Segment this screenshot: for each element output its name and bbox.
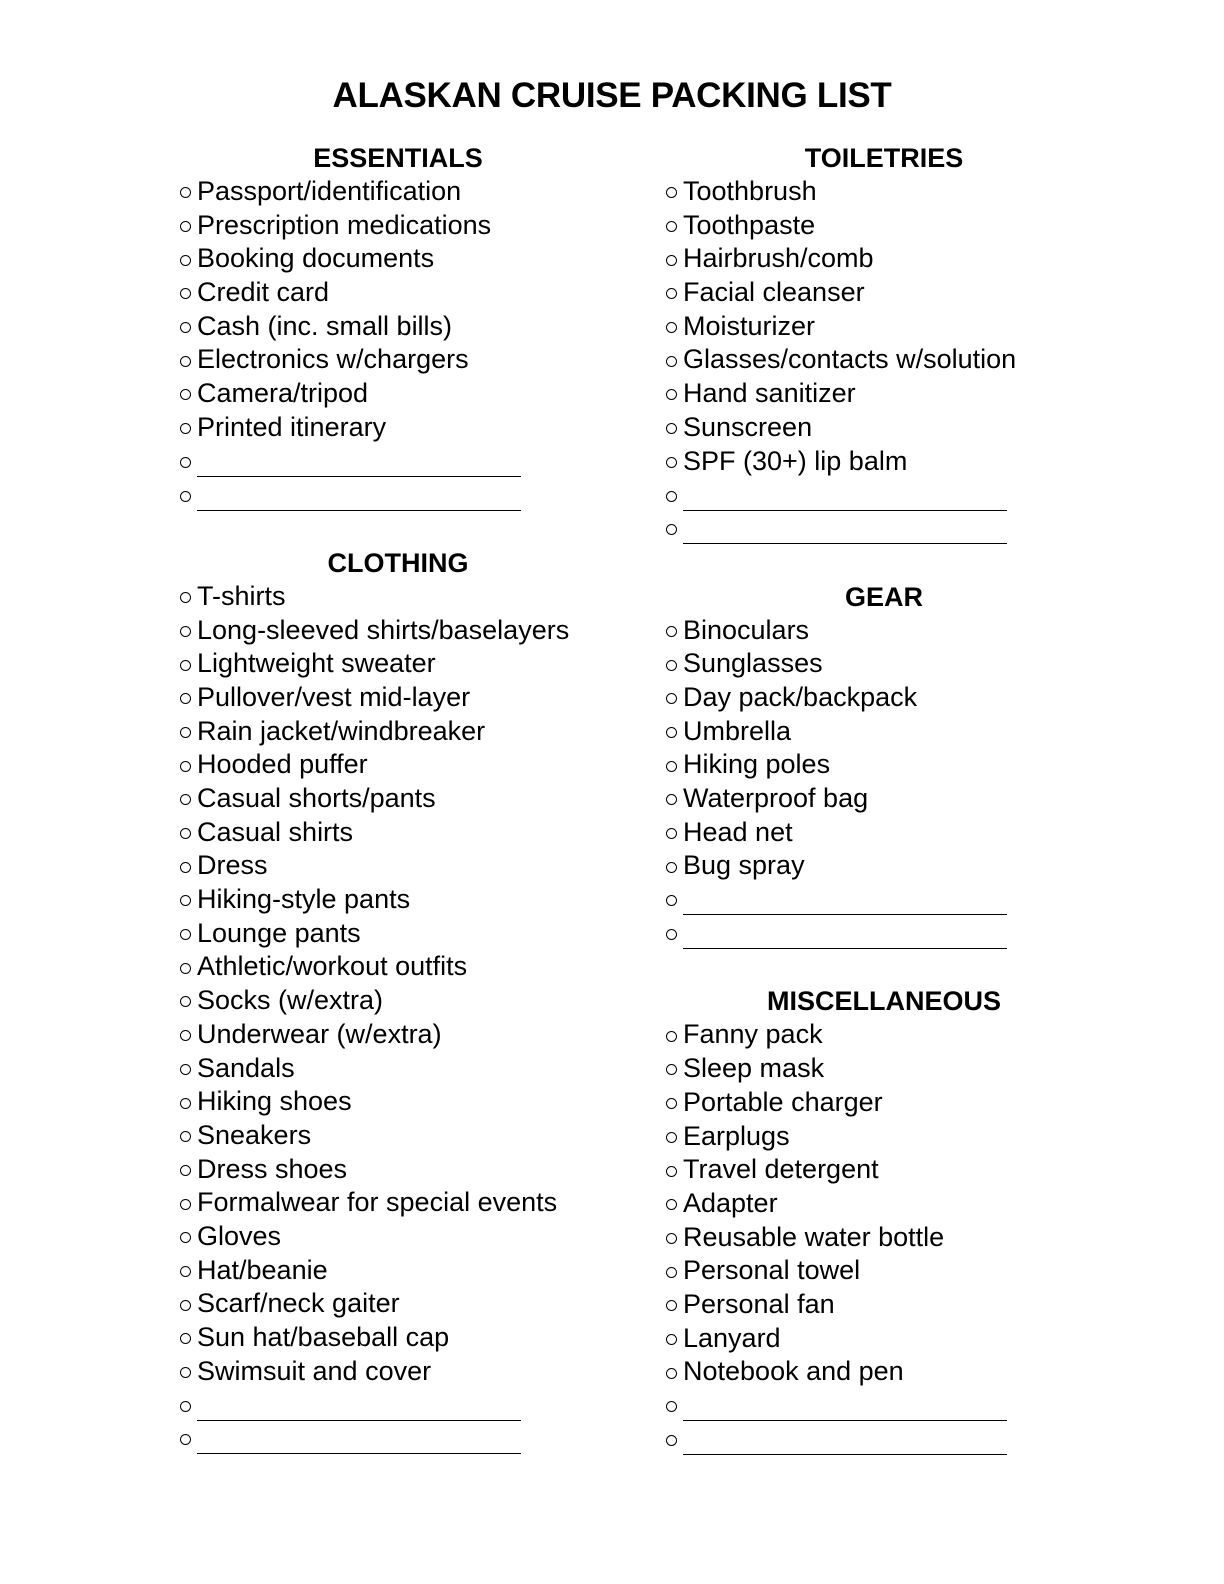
circle-checkbox-icon[interactable]	[666, 626, 677, 637]
checklist-blank-item	[664, 1389, 1104, 1423]
checklist-item	[178, 748, 618, 782]
checklist-item	[178, 782, 618, 816]
circle-checkbox-icon[interactable]	[180, 389, 191, 400]
checklist-item	[178, 950, 618, 984]
checklist-item	[664, 681, 1104, 715]
checklist-item	[178, 242, 618, 276]
checklist-item-label: Hiking-style pants	[197, 884, 411, 915]
checklist-item	[664, 849, 1104, 883]
circle-checkbox-icon[interactable]	[666, 491, 677, 502]
left-column	[178, 141, 618, 1456]
circle-checkbox-icon[interactable]	[180, 255, 191, 266]
checklist-item	[664, 1322, 1104, 1356]
checklist-item-label: Lanyard	[683, 1322, 781, 1353]
checklist-blank-item	[664, 1423, 1104, 1457]
circle-checkbox-icon[interactable]	[666, 1435, 677, 1446]
checklist-item-label: Hairbrush/comb	[683, 243, 874, 274]
checklist-item	[178, 1119, 618, 1153]
circle-checkbox-icon[interactable]	[666, 1064, 677, 1075]
circle-checkbox-icon[interactable]	[180, 1165, 191, 1176]
circle-checkbox-icon[interactable]	[666, 727, 677, 738]
checklist-item-label: Travel detergent	[683, 1154, 879, 1185]
checklist-item	[178, 1018, 618, 1052]
checklist-item-label: Rain jacket/windbreaker	[197, 715, 486, 746]
checklist-item	[664, 377, 1104, 411]
checklist-item	[664, 1153, 1104, 1187]
checklist-item-label: Adapter	[683, 1187, 778, 1218]
checklist-item-label: Socks (w/extra)	[197, 985, 384, 1016]
checklist-item-label: Printed itinerary	[197, 411, 387, 442]
circle-checkbox-icon[interactable]	[666, 457, 677, 468]
checklist-item-label: Formalwear for special events	[197, 1187, 558, 1218]
checklist-blank-item	[178, 478, 618, 512]
section-heading: GEAR	[844, 581, 923, 612]
checklist-item-label: Lounge pants	[197, 917, 361, 948]
circle-checkbox-icon[interactable]	[180, 996, 191, 1007]
checklist-item	[664, 445, 1104, 479]
circle-checkbox-icon[interactable]	[180, 794, 191, 805]
circle-checkbox-icon[interactable]	[180, 1333, 191, 1344]
section-miscellaneous	[664, 984, 1104, 1456]
checklist-item	[664, 1221, 1104, 1255]
circle-checkbox-icon[interactable]	[180, 423, 191, 434]
checklist-item	[178, 411, 618, 445]
section-heading: MISCELLANEOUS	[766, 986, 1001, 1017]
section-essentials	[178, 141, 618, 512]
checklist-item	[178, 1052, 618, 1086]
checklist-blank-item	[664, 512, 1104, 546]
checklist-item-label: Swimsuit and cover	[197, 1355, 432, 1386]
circle-checkbox-icon[interactable]	[666, 187, 677, 198]
circle-checkbox-icon[interactable]	[180, 727, 191, 738]
checklist-item-label: Notebook and pen	[683, 1356, 904, 1387]
circle-checkbox-icon[interactable]	[180, 1199, 191, 1210]
checklist-blank-item	[178, 445, 618, 479]
checklist-item-label: Pullover/vest mid-layer	[197, 681, 471, 712]
checklist-item	[178, 984, 618, 1018]
checklist	[664, 175, 1104, 546]
circle-checkbox-icon[interactable]	[666, 1368, 677, 1379]
circle-checkbox-icon[interactable]	[666, 1401, 677, 1412]
checklist-item-label: T-shirts	[197, 580, 286, 611]
checklist-item	[664, 715, 1104, 749]
checklist-item	[178, 917, 618, 951]
checklist-item	[664, 242, 1104, 276]
checklist-item	[664, 175, 1104, 209]
circle-checkbox-icon[interactable]	[180, 1401, 191, 1412]
checklist-item	[664, 748, 1104, 782]
circle-checkbox-icon[interactable]	[666, 1233, 677, 1244]
right-column	[664, 141, 1104, 1456]
circle-checkbox-icon[interactable]	[180, 457, 191, 468]
circle-checkbox-icon[interactable]	[180, 221, 191, 232]
checklist-item-label: Day pack/backpack	[683, 681, 918, 712]
circle-checkbox-icon[interactable]	[180, 1098, 191, 1109]
section-toiletries	[664, 141, 1104, 546]
circle-checkbox-icon[interactable]	[666, 1300, 677, 1311]
checklist-item	[664, 276, 1104, 310]
checklist-item-label: Hand sanitizer	[683, 378, 856, 409]
section-heading: TOILETRIES	[804, 143, 964, 173]
checklist-item	[664, 1355, 1104, 1389]
section-spacer	[664, 546, 1104, 580]
checklist-item	[178, 647, 618, 681]
checklist-item	[664, 614, 1104, 648]
circle-checkbox-icon[interactable]	[666, 1199, 677, 1210]
circle-checkbox-icon[interactable]	[180, 288, 191, 299]
checklist-item-label: Toothpaste	[683, 209, 816, 240]
circle-checkbox-icon[interactable]	[666, 929, 677, 940]
checklist-item-label: Sneakers	[197, 1119, 312, 1150]
checklist-item	[664, 1120, 1104, 1154]
checklist-item-label: Scarf/neck gaiter	[197, 1288, 400, 1319]
circle-checkbox-icon[interactable]	[180, 660, 191, 671]
circle-checkbox-icon[interactable]	[180, 895, 191, 906]
checklist-item	[178, 343, 618, 377]
circle-checkbox-icon[interactable]	[666, 761, 677, 772]
checklist-item	[178, 1254, 618, 1288]
checklist-item-label: Glasses/contacts w/solution	[683, 344, 1017, 375]
write-in-line[interactable]	[683, 926, 1007, 949]
checklist-item-label: Reusable water bottle	[683, 1221, 945, 1252]
circle-checkbox-icon[interactable]	[666, 1334, 677, 1345]
checklist-item-label: Camera/tripod	[197, 378, 369, 409]
checklist-item-label: Sleep mask	[683, 1053, 825, 1084]
circle-checkbox-icon[interactable]	[180, 1064, 191, 1075]
checklist-item	[664, 1288, 1104, 1322]
checklist-item	[178, 1153, 618, 1187]
section-gear	[664, 580, 1104, 951]
circle-checkbox-icon[interactable]	[180, 592, 191, 603]
section-heading: CLOTHING	[327, 547, 469, 578]
checklist-item	[178, 1355, 618, 1389]
checklist-item	[178, 1321, 618, 1355]
circle-checkbox-icon[interactable]	[180, 1030, 191, 1041]
section-heading: ESSENTIALS	[313, 143, 483, 173]
checklist-item-label: Dress shoes	[197, 1153, 348, 1184]
circle-checkbox-icon[interactable]	[180, 1131, 191, 1142]
checklist-item	[178, 1186, 618, 1220]
checklist-item-label: Hat/beanie	[197, 1254, 328, 1285]
write-in-line[interactable]	[683, 1398, 1007, 1421]
checklist-item-label: Sun hat/baseball cap	[197, 1322, 450, 1352]
checklist-item	[664, 1052, 1104, 1086]
checklist-item-label: Passport/identification	[197, 176, 462, 206]
write-in-line[interactable]	[683, 521, 1007, 544]
write-in-line[interactable]	[683, 892, 1007, 915]
checklist-item	[664, 1254, 1104, 1288]
circle-checkbox-icon[interactable]	[180, 963, 191, 974]
checklist-item	[664, 1187, 1104, 1221]
circle-checkbox-icon[interactable]	[666, 389, 677, 400]
checklist-item	[178, 1220, 618, 1254]
circle-checkbox-icon[interactable]	[666, 322, 677, 333]
section-spacer	[664, 950, 1104, 984]
checklist-item-label: Facial cleanser	[683, 277, 865, 308]
checklist-blank-item	[178, 1388, 618, 1422]
circle-checkbox-icon[interactable]	[180, 1434, 191, 1445]
checklist-item	[178, 681, 618, 715]
circle-checkbox-icon[interactable]	[180, 693, 191, 704]
write-in-line[interactable]	[197, 454, 521, 477]
checklist-item-label: Sunglasses	[683, 648, 823, 679]
circle-checkbox-icon[interactable]	[666, 356, 677, 367]
circle-checkbox-icon[interactable]	[666, 1267, 677, 1278]
checklist	[178, 175, 618, 512]
write-in-line[interactable]	[683, 1432, 1007, 1455]
checklist-item	[178, 1085, 618, 1119]
circle-checkbox-icon[interactable]	[180, 356, 191, 367]
circle-checkbox-icon[interactable]	[180, 862, 191, 873]
circle-checkbox-icon[interactable]	[180, 322, 191, 333]
section-clothing	[178, 546, 618, 1456]
circle-checkbox-icon[interactable]	[666, 1031, 677, 1042]
circle-checkbox-icon[interactable]	[180, 828, 191, 839]
circle-checkbox-icon[interactable]	[666, 255, 677, 266]
checklist-item	[178, 276, 618, 310]
checklist-item	[664, 411, 1104, 445]
circle-checkbox-icon[interactable]	[666, 288, 677, 299]
checklist-item-label: Casual shorts/pants	[197, 783, 436, 813]
circle-checkbox-icon[interactable]	[666, 1132, 677, 1143]
circle-checkbox-icon[interactable]	[666, 221, 677, 232]
checklist-blank-item	[664, 478, 1104, 512]
checklist-item	[664, 647, 1104, 681]
page-title: ALASKAN CRUISE PACKING LIST	[332, 76, 892, 115]
checklist-item-label: Hiking shoes	[197, 1086, 352, 1117]
checklist-item-label: Binoculars	[683, 614, 810, 645]
circle-checkbox-icon[interactable]	[666, 423, 677, 434]
checklist-item	[178, 849, 618, 883]
circle-checkbox-icon[interactable]	[666, 794, 677, 805]
checklist-item-label: Cash (inc. small bills)	[197, 310, 453, 341]
checklist-item	[178, 310, 618, 344]
checklist-item-label: Athletic/workout outfits	[197, 951, 468, 982]
checklist-item-label: Toothbrush	[683, 176, 817, 206]
circle-checkbox-icon[interactable]	[666, 862, 677, 873]
checklist-item-label: Lightweight sweater	[197, 648, 436, 679]
checklist-item	[178, 816, 618, 850]
checklist-item	[178, 175, 618, 209]
checklist-item	[178, 614, 618, 648]
write-in-line[interactable]	[683, 488, 1007, 511]
checklist-item	[178, 1287, 618, 1321]
checklist-item-label: Electronics w/chargers	[197, 344, 469, 375]
circle-checkbox-icon[interactable]	[180, 626, 191, 637]
checklist-item-label: Long-sleeved shirts/baselayers	[197, 614, 570, 645]
checklist-item-label: Booking documents	[197, 243, 435, 274]
checklist-item	[664, 1018, 1104, 1052]
checklist	[664, 614, 1104, 951]
circle-checkbox-icon[interactable]	[666, 1166, 677, 1177]
checklist-item-label: Hooded puffer	[197, 749, 368, 780]
checklist-blank-item	[178, 1422, 618, 1456]
circle-checkbox-icon[interactable]	[666, 660, 677, 671]
checklist-item-label: Credit card	[197, 277, 330, 308]
checklist-item-label: SPF (30+) lip balm	[683, 445, 908, 476]
circle-checkbox-icon[interactable]	[666, 693, 677, 704]
checklist-item-label: Prescription medications	[197, 209, 492, 240]
checklist-item	[178, 715, 618, 749]
circle-checkbox-icon[interactable]	[666, 895, 677, 906]
circle-checkbox-icon[interactable]	[180, 1300, 191, 1311]
circle-checkbox-icon[interactable]	[180, 491, 191, 502]
checklist-item-label: Earplugs	[683, 1120, 790, 1151]
checklist-item	[178, 580, 618, 614]
checklist-item-label: Sunscreen	[683, 411, 813, 442]
checklist-item-label: Dress	[197, 850, 268, 881]
checklist-item-label: Bug spray	[683, 850, 805, 881]
checklist-item-label: Sandals	[197, 1052, 295, 1083]
circle-checkbox-icon[interactable]	[180, 1232, 191, 1243]
circle-checkbox-icon[interactable]	[666, 1098, 677, 1109]
checklist-item	[664, 782, 1104, 816]
circle-checkbox-icon[interactable]	[180, 1266, 191, 1277]
checklist-item	[664, 209, 1104, 243]
circle-checkbox-icon[interactable]	[666, 828, 677, 839]
checklist-blank-item	[664, 917, 1104, 951]
circle-checkbox-icon[interactable]	[180, 761, 191, 772]
checklist-item-label: Head net	[683, 816, 793, 847]
write-in-line[interactable]	[197, 488, 521, 511]
checklist-item-label: Moisturizer	[683, 310, 816, 341]
checklist-item	[178, 209, 618, 243]
checklist-item-label: Underwear (w/extra)	[197, 1018, 442, 1049]
circle-checkbox-icon[interactable]	[666, 524, 677, 535]
checklist-item-label: Umbrella	[683, 715, 792, 746]
checklist-item	[178, 377, 618, 411]
circle-checkbox-icon[interactable]	[180, 929, 191, 940]
checklist	[178, 580, 618, 1456]
checklist-item-label: Waterproof bag	[683, 783, 869, 813]
checklist-item-label: Fanny pack	[683, 1019, 823, 1050]
checklist-item	[664, 310, 1104, 344]
checklist-item	[664, 1086, 1104, 1120]
write-in-line[interactable]	[197, 1398, 521, 1421]
checklist-item	[664, 816, 1104, 850]
section-spacer	[178, 512, 618, 546]
circle-checkbox-icon[interactable]	[180, 1367, 191, 1378]
checklist-item-label: Hiking poles	[683, 749, 831, 780]
checklist-item-label: Casual shirts	[197, 816, 354, 847]
checklist-item-label: Personal fan	[683, 1288, 835, 1319]
checklist-item-label: Gloves	[197, 1220, 282, 1251]
checklist-blank-item	[664, 883, 1104, 917]
checklist-item	[178, 883, 618, 917]
write-in-line[interactable]	[197, 1431, 521, 1454]
checklist-item-label: Portable charger	[683, 1086, 883, 1117]
checklist-item	[664, 343, 1104, 377]
circle-checkbox-icon[interactable]	[180, 187, 191, 198]
checklist	[664, 1018, 1104, 1456]
checklist-item-label: Personal towel	[683, 1255, 861, 1286]
